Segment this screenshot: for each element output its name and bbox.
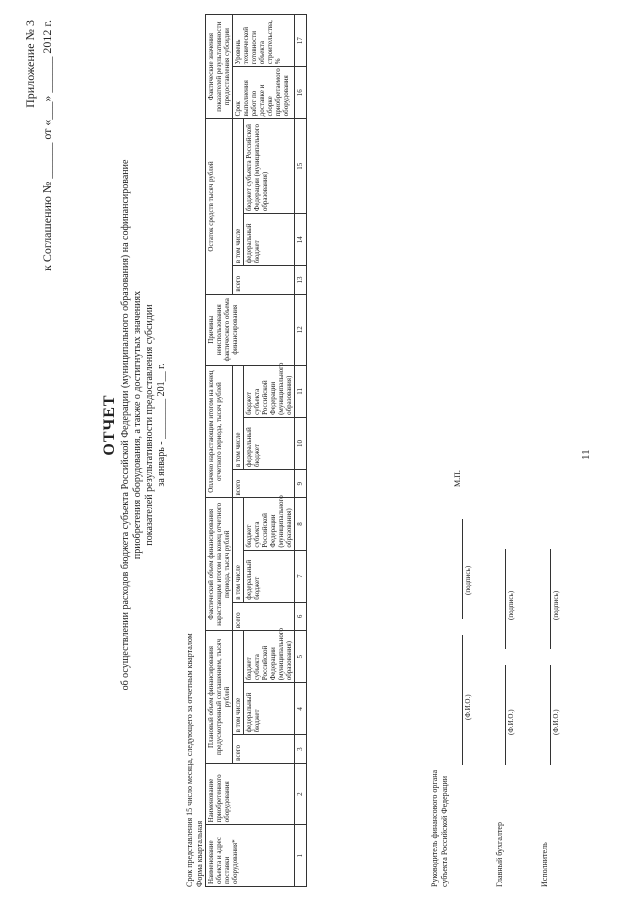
header-total: всего [233, 735, 295, 763]
column-number: 14 [295, 214, 307, 266]
accountant-signature-caption: (подпись) [507, 590, 515, 620]
accountant-fio-line [495, 665, 506, 765]
header-including: в том числе [233, 365, 244, 469]
header-paid: Оплачено нарастающим итогом на конец отчетного периода, тысяч рублей [206, 365, 233, 498]
header-results: Фактические значения показателей результативности предоставления субсидии [206, 15, 233, 119]
header-readiness: Уровень технической готовности объекта строительства, % [233, 15, 295, 67]
executor-fio-line [540, 665, 551, 765]
column-number: 5 [295, 631, 307, 683]
column-numbers-row [295, 15, 307, 887]
header-remaining: Остаток средств тысяч рублей [206, 119, 233, 294]
head-fio-caption: (Ф.И.О.) [464, 694, 472, 720]
accountant-label: Главный бухгалтер [495, 822, 504, 887]
report-title [100, 75, 168, 775]
header-reasons: Причины неиспользования фактического объема финансирования [206, 294, 295, 365]
header-term: Срок выполнения работ по доставке и сборке приобретаемого оборудования [233, 67, 295, 119]
column-number: 7 [295, 550, 307, 602]
column-number: 15 [295, 119, 307, 214]
column-number: 4 [295, 683, 307, 735]
appendix-agreement: к Соглашению № ______ от «___» ______ 2012 г. [40, 20, 54, 271]
column-number: 13 [295, 266, 307, 294]
report-title-line3: показателей результативности предоставления субсидии [144, 304, 155, 546]
column-number: 3 [295, 735, 307, 763]
report-table [205, 14, 307, 887]
table-header-row [206, 15, 233, 887]
report-heading: ОТЧЕТ [101, 394, 118, 456]
header-federal: федеральный бюджет [244, 550, 295, 602]
header-regional: бюджет субъекта Российской Федерации (муниципального образования) [244, 498, 295, 550]
header-actual-volume: Фактический объем финансирования нарастающим итогом на конец отчетного периода, тысяч рублей [206, 498, 233, 631]
header-federal: федеральный бюджет [244, 417, 295, 469]
column-number: 2 [295, 763, 307, 825]
column-number: 12 [295, 294, 307, 365]
head-signature-lines [452, 470, 463, 765]
deadline-line: Срок представления 15 число месяца, следующего за отчетным кварталом [185, 633, 194, 887]
head-signature-block [430, 770, 450, 887]
header-regional: бюджет субъекта Российской Федерации (муниципального образования) [244, 365, 295, 417]
report-period: за январь - ________ 201__ г. [156, 363, 167, 487]
header-regional: бюджет субъекта Российской Федерации (муниципального образования) [244, 119, 295, 214]
table-subheader-row [233, 15, 244, 887]
header-total: всего [233, 266, 295, 294]
head-title-line1: Руководитель финансового органа [430, 769, 439, 887]
column-number: 16 [295, 67, 307, 119]
executor-fio-caption: (Ф.И.О.) [552, 709, 560, 735]
accountant-lines [495, 549, 506, 765]
deadline-note [185, 633, 205, 887]
header-including: в том числе [233, 498, 244, 602]
executor-lines [540, 549, 551, 765]
head-title-line2: субъекта Российской Федерации [440, 775, 449, 887]
column-number: 10 [295, 417, 307, 469]
header-including: в том числе [233, 119, 244, 266]
header-federal: федеральный бюджет [244, 683, 295, 735]
header-object: Наименование объекта и адрес поставки оборудования* [206, 825, 295, 887]
executor-signature-caption: (подпись) [552, 590, 560, 620]
header-including: в том числе [233, 631, 244, 735]
column-number: 9 [295, 470, 307, 498]
header-total: всего [233, 470, 295, 498]
accountant-fio-caption: (Ф.И.О.) [507, 709, 515, 735]
report-title-line2: приобретения оборудования, а также о достигнутых значениях [132, 290, 143, 560]
form-type: Форма квартальная [195, 820, 204, 887]
header-total: всего [233, 602, 295, 630]
header-planned-volume: Плановый объем финансирования предусмотренный соглашением, тысяч рублей [206, 631, 233, 764]
head-signature-caption: (подпись) [464, 565, 472, 595]
accountant-signature-line [495, 549, 506, 649]
header-regional: бюджет субъекта Российской Федерации (муниципального образования) [244, 631, 295, 683]
header-equipment: Наименование приобретенного оборудования [206, 763, 295, 825]
appendix-block [22, 20, 56, 271]
head-signature-line [452, 519, 463, 619]
executor-signature-line [540, 549, 551, 649]
header-federal: федеральный бюджет [244, 214, 295, 266]
column-number: 1 [295, 825, 307, 887]
report-title-line1: об осуществлении расходов бюджета субъекта Российской Федерации (муниципального образования) на софинансирование [120, 159, 131, 691]
stamp-mark: М.П. [453, 470, 462, 487]
column-number: 11 [295, 365, 307, 417]
column-number: 6 [295, 602, 307, 630]
column-number: 17 [295, 15, 307, 67]
column-number: 8 [295, 498, 307, 550]
appendix-title: Приложение № 3 [23, 20, 37, 108]
head-fio-line [452, 635, 463, 765]
page-number: 11 [580, 449, 592, 460]
executor-label: Исполнитель [540, 842, 549, 887]
